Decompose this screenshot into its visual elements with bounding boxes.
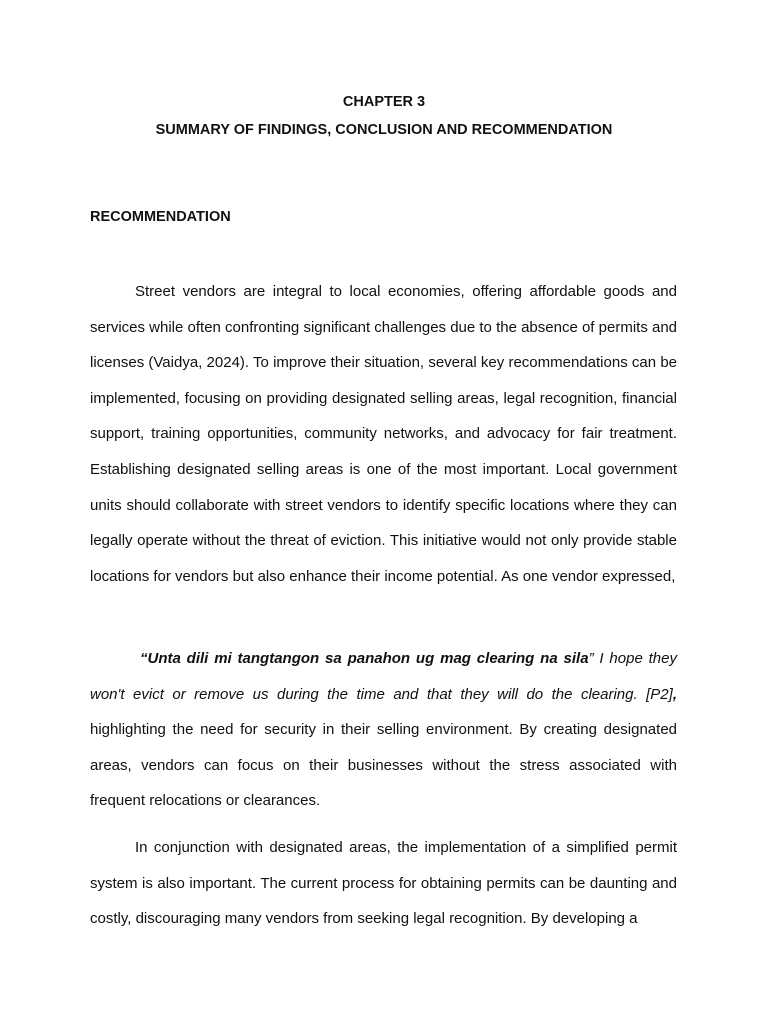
paragraph-quote xyxy=(90,641,677,819)
paragraph-quote-rest: highlighting the need for security in their selling environment. By creating designated areas, vendors can focus on their businesses without the stress associated with frequent relocations or clearances. xyxy=(90,721,677,810)
chapter-title: SUMMARY OF FINDINGS, CONCLUSION AND RECOMMENDATION xyxy=(155,122,613,138)
vendor-quote-translation: ” I hope they won't evict or remove us during the time and that they will do the clearing. [P2] xyxy=(90,650,677,703)
paragraph-permit: In conjunction with designated areas, the implementation of a simplified permit system is also important. The current process for obtaining permits can be daunting and costly, discouraging many vendors from seeking legal recognition. By developing a xyxy=(90,839,677,928)
vendor-quote-original: “Unta dili mi tangtangon sa panahon ug mag clearing na sila xyxy=(140,650,589,667)
chapter-heading: CHAPTER 3 xyxy=(342,94,426,110)
section-title: RECOMMENDATION xyxy=(90,209,231,225)
quote-comma: , xyxy=(672,685,677,703)
paragraph-intro: Street vendors are integral to local economies, offering affordable goods and services while often confronting significant challenges due to the absence of permits and licenses (Vaidya, 2024). To improve their situation, several key recommendations can be implemented, focusing on providing designated selling areas, legal recognition, financial support, training opportunities, community networks, and advocacy for fair treatment. Establishing designated selling areas is one of the most important. Local government units should collaborate with street vendors to identify specific locations where they can legally operate without the threat of eviction. This initiative would not only provide stable locations for vendors but also enhance their income potential. As one vendor expressed, xyxy=(90,283,678,585)
